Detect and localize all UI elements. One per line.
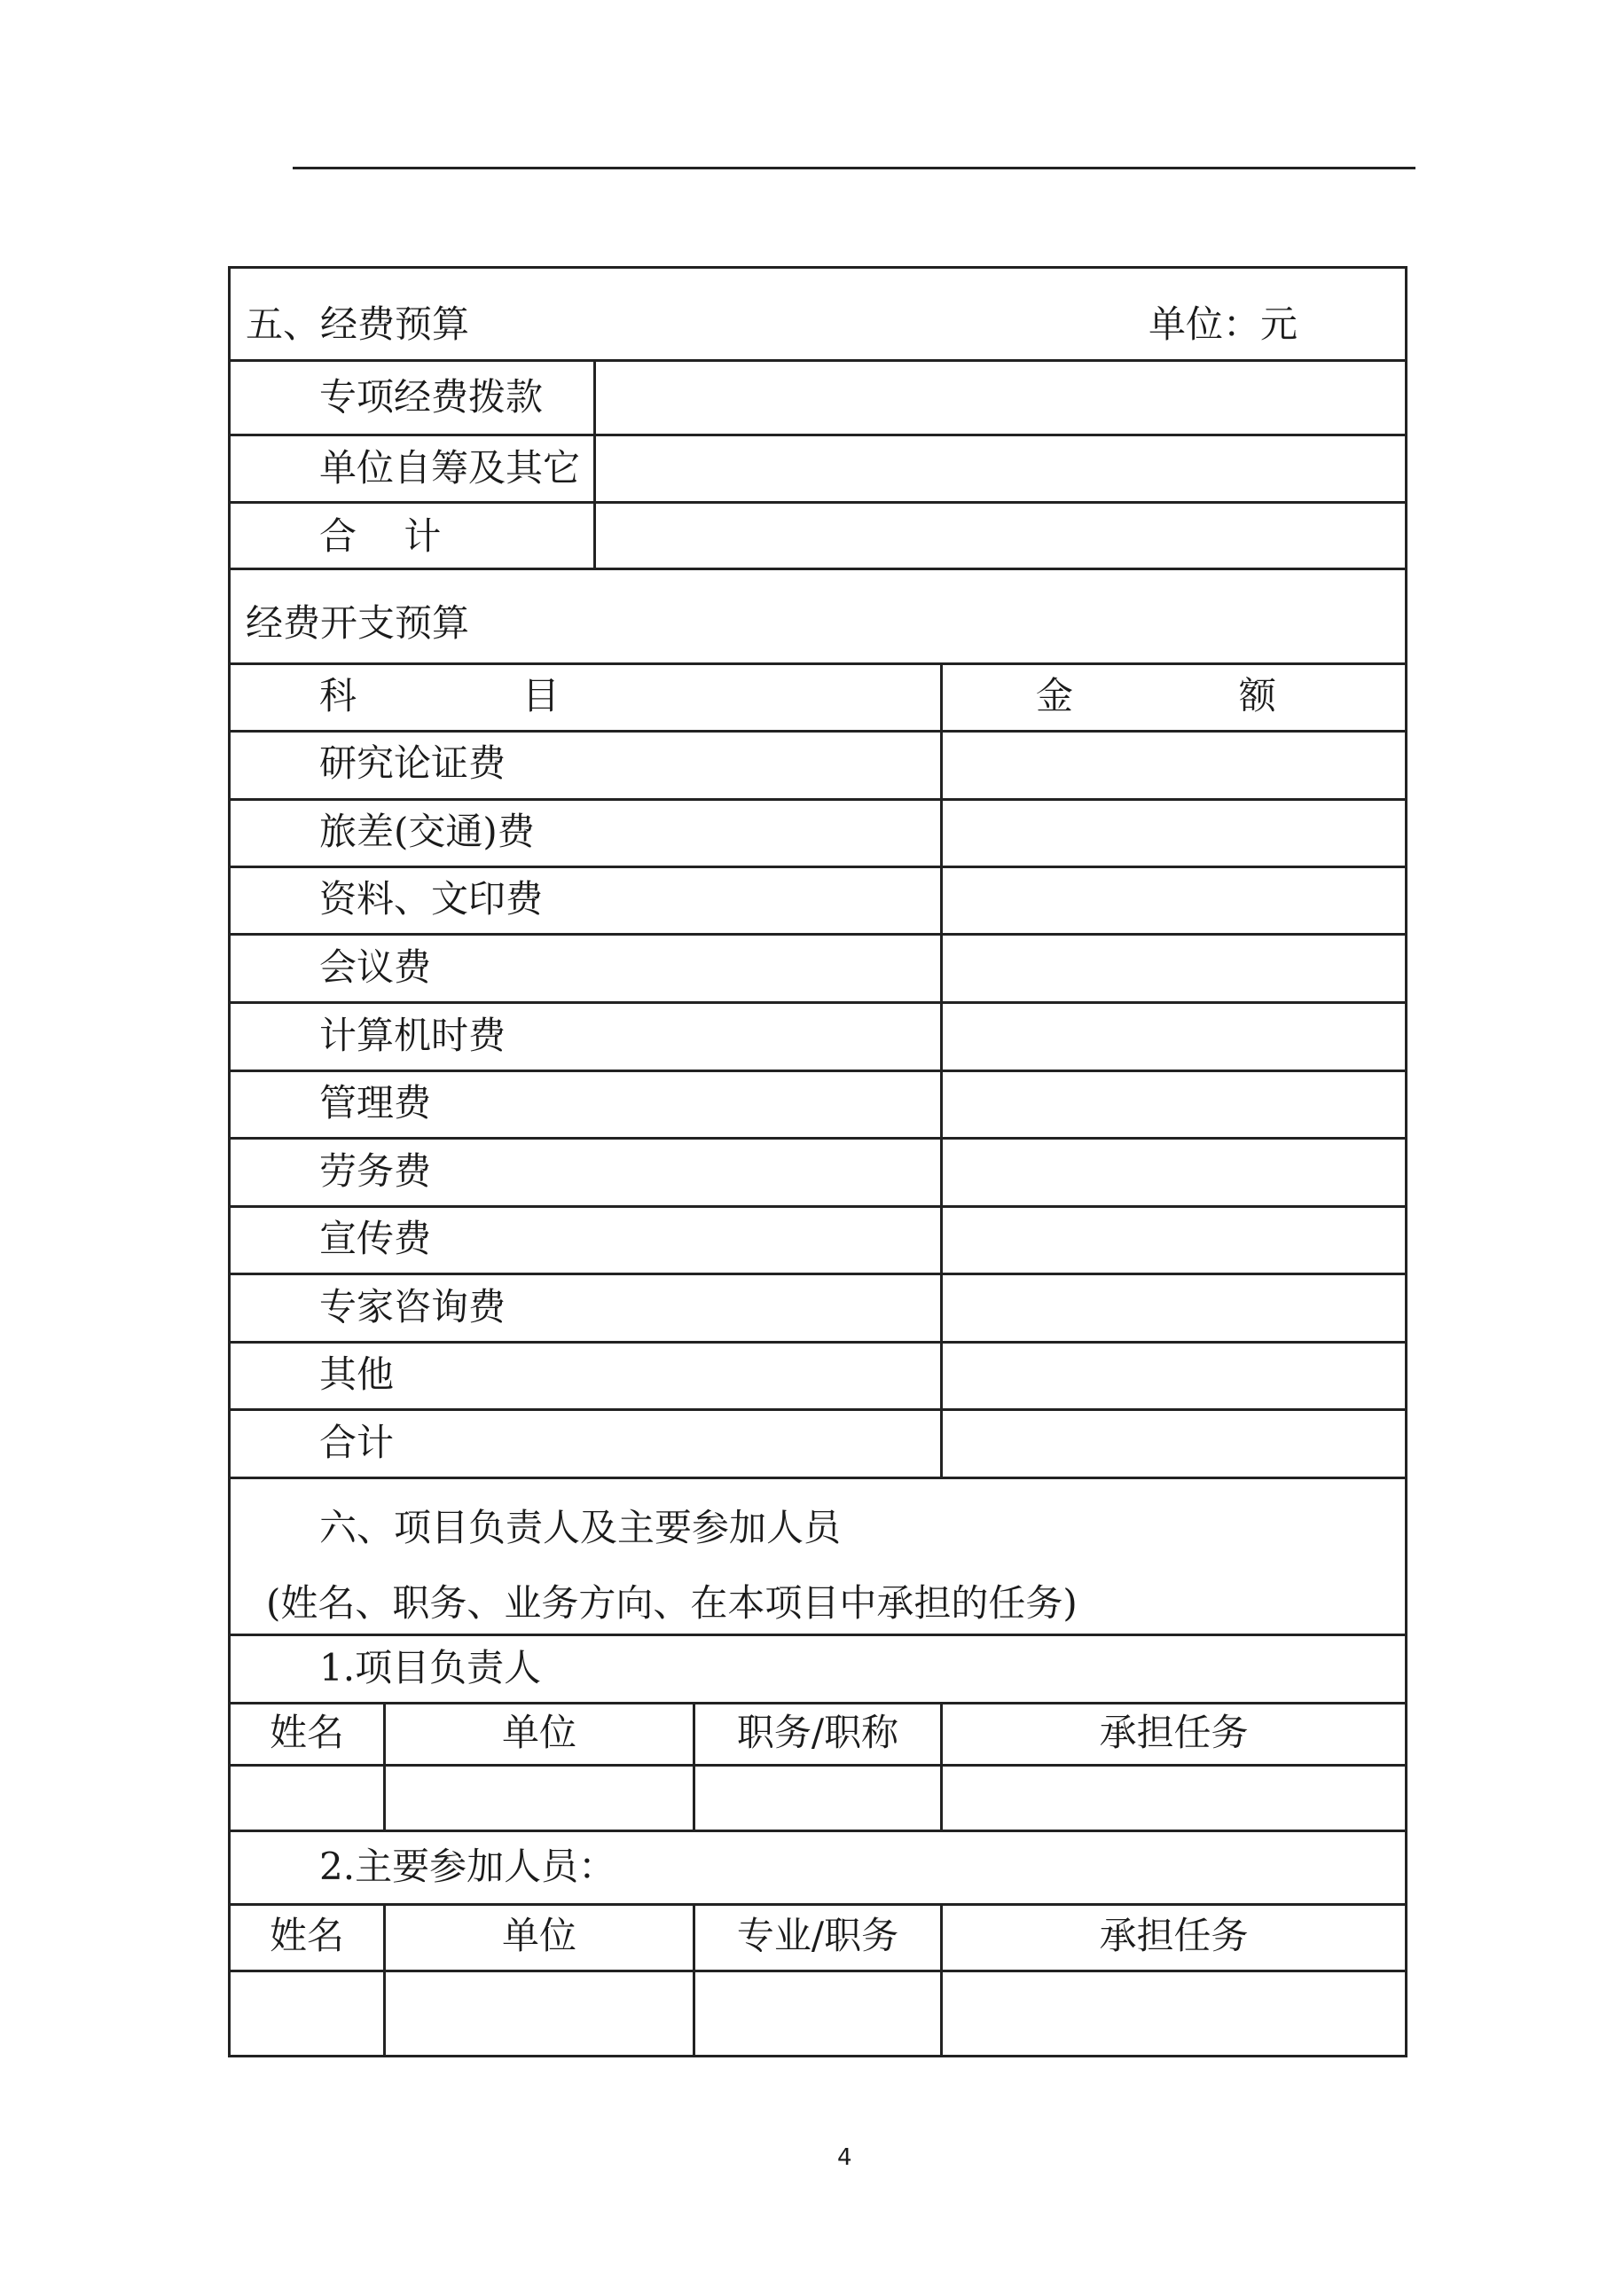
expense-title: 经费开支预算 xyxy=(246,601,470,645)
expense-item: 研究论证费 xyxy=(319,741,506,785)
leader-header-name: 姓名 xyxy=(269,1711,344,1754)
expense-item: 劳务费 xyxy=(319,1149,432,1193)
row-divider xyxy=(231,933,1405,936)
row-divider xyxy=(231,501,1405,504)
funding-label-total: 合 计 xyxy=(319,514,442,558)
leader-header-unit: 单位 xyxy=(501,1711,576,1754)
expense-item: 专家咨询费 xyxy=(319,1285,506,1328)
expense-item: 旅差(交通)费 xyxy=(319,810,535,853)
column-divider xyxy=(940,662,943,1477)
row-divider xyxy=(231,1903,1405,1906)
header-rule xyxy=(293,167,1415,169)
leader-header-task: 承担任务 xyxy=(1099,1711,1249,1754)
page-number: 4 xyxy=(837,2144,852,2171)
funding-label-self: 单位自筹及其它 xyxy=(319,446,581,490)
section6-title: 六、项目负责人及主要参加人员 xyxy=(319,1506,842,1549)
row-divider xyxy=(231,1970,1405,1972)
row-divider xyxy=(231,662,1405,665)
row-divider xyxy=(231,1137,1405,1140)
row-divider xyxy=(231,1830,1405,1832)
row-divider xyxy=(231,1408,1405,1411)
row-divider xyxy=(231,1477,1405,1479)
member-header-task: 承担任务 xyxy=(1099,1914,1249,1957)
expense-item: 其他 xyxy=(319,1352,395,1396)
row-divider xyxy=(231,730,1405,733)
budget-form xyxy=(228,266,1407,2057)
leader-title: 1.项目负责人 xyxy=(319,1646,542,1689)
expense-item: 宣传费 xyxy=(319,1217,432,1260)
row-divider xyxy=(231,1634,1405,1636)
expense-item: 资料、文印费 xyxy=(319,877,544,921)
row-divider xyxy=(231,1764,1405,1767)
row-divider xyxy=(231,1341,1405,1344)
col-subject-header: 科 目 xyxy=(319,674,560,717)
col-amount-header: 金 额 xyxy=(1036,674,1276,717)
row-divider xyxy=(231,866,1405,868)
row-divider xyxy=(231,1702,1405,1704)
members-title: 2.主要参加人员： xyxy=(319,1845,616,1888)
unit-label: 单位：元 xyxy=(1149,302,1298,346)
row-divider xyxy=(231,434,1405,436)
funding-label-special: 专项经费拨款 xyxy=(319,375,544,419)
section6-subtitle: (姓名、职务、业务方向、在本项目中承担的任务) xyxy=(266,1581,1078,1625)
expense-item: 合计 xyxy=(319,1421,395,1464)
member-header-unit: 单位 xyxy=(501,1914,576,1957)
expense-item: 管理费 xyxy=(319,1081,432,1124)
member-header-major: 专业/职务 xyxy=(736,1914,899,1957)
expense-item: 会议费 xyxy=(319,945,432,989)
row-divider xyxy=(231,1205,1405,1208)
member-header-name: 姓名 xyxy=(269,1914,344,1957)
expense-item: 计算机时费 xyxy=(319,1014,506,1057)
column-divider xyxy=(593,359,596,568)
row-divider xyxy=(231,568,1405,570)
row-divider xyxy=(231,1070,1405,1072)
row-divider xyxy=(231,1273,1405,1275)
row-divider xyxy=(231,359,1405,362)
row-divider xyxy=(231,798,1405,801)
section5-title: 五、经费预算 xyxy=(246,302,470,346)
leader-header-title: 职务/职称 xyxy=(736,1711,899,1754)
row-divider xyxy=(231,1001,1405,1004)
